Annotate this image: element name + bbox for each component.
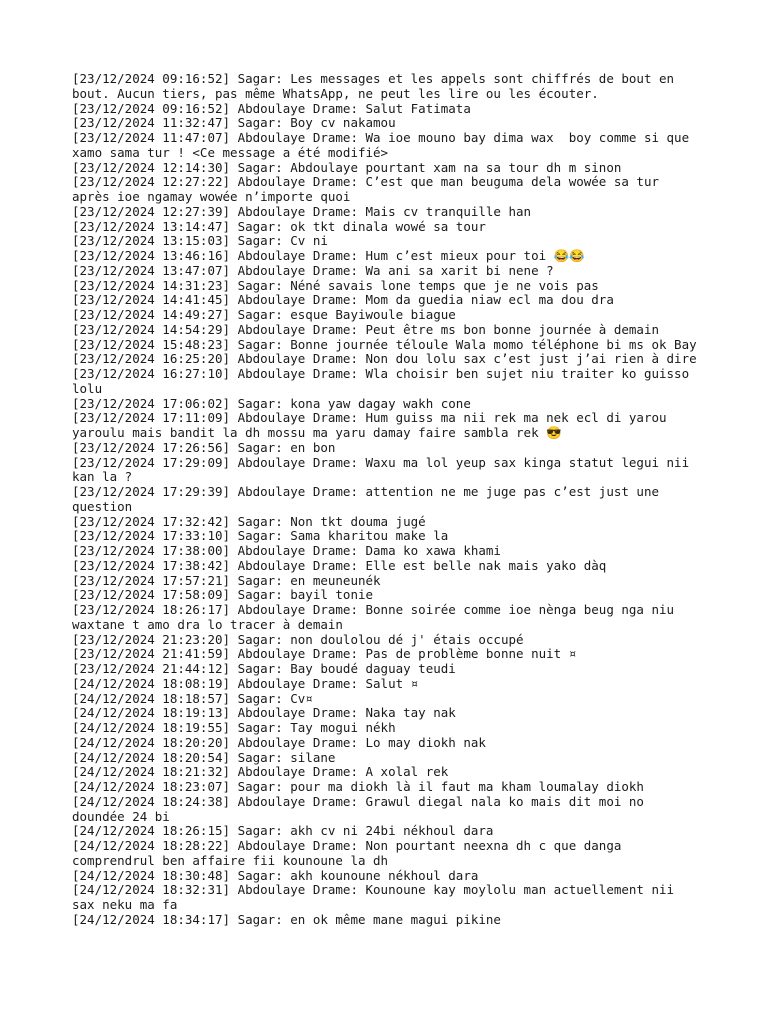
message-line: [23/12/2024 17:57:21] Sagar: en meuneunék xyxy=(72,572,381,588)
message-line: [23/12/2024 21:23:20] Sagar: non doulolou dé j' étais occupé xyxy=(72,631,524,647)
message-line: [23/12/2024 09:16:52] Sagar: Les messages et les appels sont chiffrés de bout en bout. Aucun tiers, pas même WhatsApp, ne peut les lire ou les écouter. xyxy=(72,71,682,101)
message-line: [23/12/2024 15:48:23] Sagar: Bonne journée téloule Wala momo téléphone bi ms ok Bay xyxy=(72,336,697,352)
message-line: [23/12/2024 17:06:02] Sagar: kona yaw dagay wakh cone xyxy=(72,395,471,411)
message-line: [23/12/2024 17:11:09] Abdoulaye Drame: Hum guiss ma nii rek ma nek ecl di yarou yaroulu mais bandit la dh mossu ma yaru damay faire sambla rek 😎 xyxy=(72,410,675,440)
message-line: [24/12/2024 18:26:15] Sagar: akh cv ni 24bi nékhoul dara xyxy=(72,823,494,839)
message-line: [23/12/2024 21:41:59] Abdoulaye Drame: Pas de problème bonne nuit ¤ xyxy=(72,646,577,662)
message-line: [23/12/2024 14:41:45] Abdoulaye Drame: Mom da guedia niaw ecl ma dou dra xyxy=(72,292,614,308)
message-line: [24/12/2024 18:20:54] Sagar: silane xyxy=(72,749,336,765)
message-line: [23/12/2024 17:38:00] Abdoulaye Drame: Dama ko xawa khami xyxy=(72,543,501,558)
message-line: [23/12/2024 13:14:47] Sagar: ok tkt dinala wowé sa tour xyxy=(72,218,486,234)
message-line: [23/12/2024 17:33:10] Sagar: Sama kharitou make la xyxy=(72,528,449,544)
message-line: [24/12/2024 18:23:07] Sagar: pour ma diokh là il faut ma kham loumalay diokh xyxy=(72,779,644,794)
message-line: [23/12/2024 13:46:16] Abdoulaye Drame: Hum c’est mieux pour toi 😂😂 xyxy=(72,248,585,263)
message-line: [23/12/2024 13:47:07] Abdoulaye Drame: Wa ani sa xarit bi nene ? xyxy=(72,262,554,278)
message-line: [23/12/2024 12:27:39] Abdoulaye Drame: Mais cv tranquille han xyxy=(72,203,532,219)
message-line: [23/12/2024 16:25:20] Abdoulaye Drame: Non dou lolu sax c’est just j’ai rien à dire xyxy=(72,351,697,367)
message-line: [24/12/2024 18:21:32] Abdoulaye Drame: A xolal rek xyxy=(72,764,449,780)
message-line: [23/12/2024 17:58:09] Sagar: bayil tonie xyxy=(72,587,374,603)
message-line: [23/12/2024 09:16:52] Abdoulaye Drame: Salut Fatimata xyxy=(72,100,471,116)
message-line: [24/12/2024 18:32:31] Abdoulaye Drame: Kounoune kay moylolu man actuellement nii sax neku ma fa xyxy=(72,882,682,912)
message-line: [23/12/2024 21:44:12] Sagar: Bay boudé daguay teudi xyxy=(72,661,456,676)
message-line: [23/12/2024 13:15:03] Sagar: Cv ni xyxy=(72,233,328,249)
message-line: [23/12/2024 12:27:22] Abdoulaye Drame: C’est que man beuguma dela wowée sa tur après ioe ngamay wowée n’importe quoi xyxy=(72,174,667,204)
message-line: [24/12/2024 18:30:48] Sagar: akh kounoune nékhoul dara xyxy=(72,867,479,883)
message-line: [23/12/2024 14:31:23] Sagar: Néné savais lone temps que je ne vois pas xyxy=(72,277,599,293)
message-line: [23/12/2024 17:38:42] Abdoulaye Drame: Elle est belle nak mais yako dàq xyxy=(72,557,607,573)
message-line: [24/12/2024 18:34:17] Sagar: en ok même mane magui pikine xyxy=(72,911,501,927)
message-line: [23/12/2024 17:32:42] Sagar: Non tkt douma jugé xyxy=(72,513,426,529)
message-line: [24/12/2024 18:24:38] Abdoulaye Drame: Grawul diegal nala ko mais dit moi no doundée 24 bi xyxy=(72,793,652,824)
message-line: [23/12/2024 14:49:27] Sagar: esque Bayiwoule biague xyxy=(72,307,456,322)
message-line: [24/12/2024 18:19:13] Abdoulaye Drame: Naka tay nak xyxy=(72,705,456,721)
message-line: [24/12/2024 18:19:55] Sagar: Tay mogui nékh xyxy=(72,720,396,735)
chat-export-document xyxy=(72,72,702,928)
message-line: [23/12/2024 17:26:56] Sagar: en bon xyxy=(72,439,336,455)
message-line: [24/12/2024 18:20:20] Abdoulaye Drame: Lo may diokh nak xyxy=(72,734,486,750)
message-line: [24/12/2024 18:18:57] Sagar: Cv¤ xyxy=(72,690,313,706)
message-line: [23/12/2024 11:47:07] Abdoulaye Drame: Wa ioe mouno bay dima wax boy comme si que xamo sama tur ! <Ce message a été modifié> xyxy=(72,130,697,160)
message-line: [23/12/2024 12:14:30] Sagar: Abdoulaye pourtant xam na sa tour dh m sinon xyxy=(72,159,622,175)
message-line: [24/12/2024 18:08:19] Abdoulaye Drame: Salut ¤ xyxy=(72,675,419,691)
message-line: [23/12/2024 17:29:39] Abdoulaye Drame: attention ne me juge pas c’est just une question xyxy=(72,484,667,514)
message-line: [24/12/2024 18:28:22] Abdoulaye Drame: Non pourtant neexna dh c que danga comprendrul ben affaire fii kounoune la dh xyxy=(72,838,629,868)
message-line: [23/12/2024 17:29:09] Abdoulaye Drame: Waxu ma lol yeup sax kinga statut legui nii kan la ? xyxy=(72,454,697,485)
message-line: [23/12/2024 14:54:29] Abdoulaye Drame: Peut être ms bon bonne journée à demain xyxy=(72,321,659,337)
message-line: [23/12/2024 18:26:17] Abdoulaye Drame: Bonne soirée comme ioe nènga beug nga niu waxtane t amo dra lo tracer à demain xyxy=(72,602,682,632)
message-line: [23/12/2024 11:32:47] Sagar: Boy cv nakamou xyxy=(72,115,396,131)
message-line: [23/12/2024 16:27:10] Abdoulaye Drame: Wla choisir ben sujet niu traiter ko guisso lolu xyxy=(72,366,697,396)
